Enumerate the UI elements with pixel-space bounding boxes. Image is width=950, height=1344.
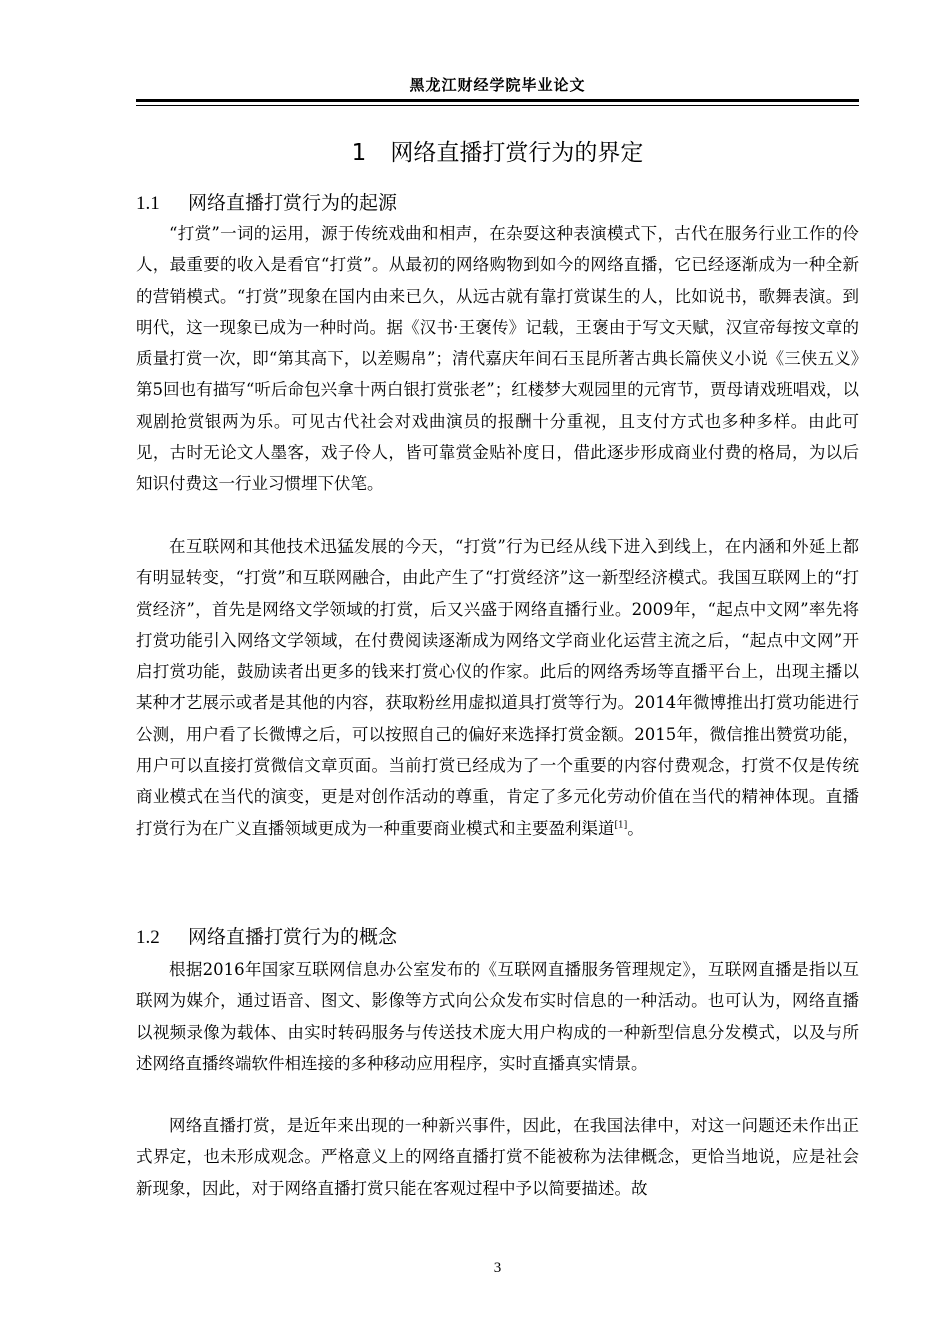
- paragraph: “打赏”一词的运用，源于传统戏曲和相声，在杂耍这种表演模式下，古代在服务行业工作的伶人，最重要的收入是看官“打赏”。从最初的网络购物到如今的网络直播，它已经逐渐成为一种全新的营销模式。“打赏”现象在国内由来已久，从远古就有靠打赏谋生的人，比如说书，歌舞表演。到明代，这一现象已成为一种时尚。据《汉书·王褒传》记载，王褒由于写文天赋，汉宣帝每按文章的质量打赏一次，即“第其高下，以差赐帛”；清代嘉庆年间石玉昆所著古典长篇侠义小说《三侠五义》第5回也有描写“听后命包兴拿十两白银打赏张老”；红楼梦大观园里的元宵节，贾母请戏班唱戏，以观剧抢赏银两为乐。可见古代社会对戏曲演员的报酬十分重视，且支付方式也多种多样。由此可见，古时无论文人墨客，戏子伶人，皆可靠赏金贴补度日，借此逐步形成商业付费的格局，为以后知识付费这一行业习惯埋下伏笔。: [136, 224, 859, 494]
- page-number: 3: [493, 1260, 502, 1276]
- chapter-title: [136, 134, 859, 167]
- paragraph: 根据2016年国家互联网信息办公室发布的《互联网直播服务管理规定》，互联网直播是指以互联网为媒介，通过语音、图文、影像等方式向公众发布实时信息的一种活动。也可认为，网络直播以视频录像为载体、由实时转码服务与传送技术庞大用户构成的一种新型信息分发模式，以及与所述网络直播终端软件相连接的多种移动应用程序，实时直播真实情景。: [136, 960, 859, 1073]
- section-heading-1-1: [136, 188, 397, 215]
- section-title-text: 网络直播打赏行为的概念: [188, 926, 398, 948]
- citation-marker: [1]: [614, 820, 628, 831]
- header-rule-thin: [136, 105, 859, 106]
- header-rule-thick: [136, 99, 859, 102]
- paragraph: [136, 531, 859, 844]
- paragraph-text: 在互联网和其他技术迅猛发展的今天，“打赏”行为已经从线下进入到线上，在内涵和外延上都有明显转变，“打赏”和互联网融合，由此产生了“打赏经济”这一新型经济模式。我国互联网上的“打赏经济”，首先是网络文学领域的打赏，后又兴盛于网络直播行业。2009年，“起点中文网”率先将打赏功能引入网络文学领域，在付费阅读逐渐成为网络文学商业化运营主流之后，“起点中文网”开启打赏功能，鼓励读者出更多的钱来打赏心仪的作家。此后的网络秀场等直播平台上，出现主播以某种才艺展示或者是其他的内容，获取粉丝用虚拟道具打赏等行为。2014年微博推出打赏功能进行公测，用户看了长微博之后，可以按照自己的偏好来选择打赏金额。2015年，微信推出赞赏功能，用户可以直接打赏微信文章页面。当前打赏已经成为了一个重要的内容付费观念，打赏不仅是传统商业模式在当代的演变，更是对创作活动的尊重，肯定了多元化劳动价值在当代的精神体现。直播打赏行为在广义直播领域更成为一种重要商业模式和主要盈利渠道: [136, 537, 859, 838]
- paragraph: 网络直播打赏，是近年来出现的一种新兴事件，因此，在我国法律中，对这一问题还未作出正式界定，也未形成观念。严格意义上的网络直播打赏不能被称为法律概念，更恰当地说，应是社会新现象，因此，对于网络直播打赏只能在客观过程中予以简要描述。故: [136, 1116, 859, 1198]
- section-title-text: 网络直播打赏行为的起源: [188, 192, 398, 214]
- paragraph-tail: 。: [627, 818, 644, 838]
- section-number: 1.1: [136, 193, 160, 214]
- section-heading-1-2: [136, 922, 397, 949]
- section-number: 1.2: [136, 927, 160, 948]
- running-header: 黑龙江财经学院毕业论文: [409, 76, 586, 94]
- chapter-title-text: 网络直播打赏行为的界定: [390, 140, 644, 166]
- chapter-number: 1: [351, 140, 367, 166]
